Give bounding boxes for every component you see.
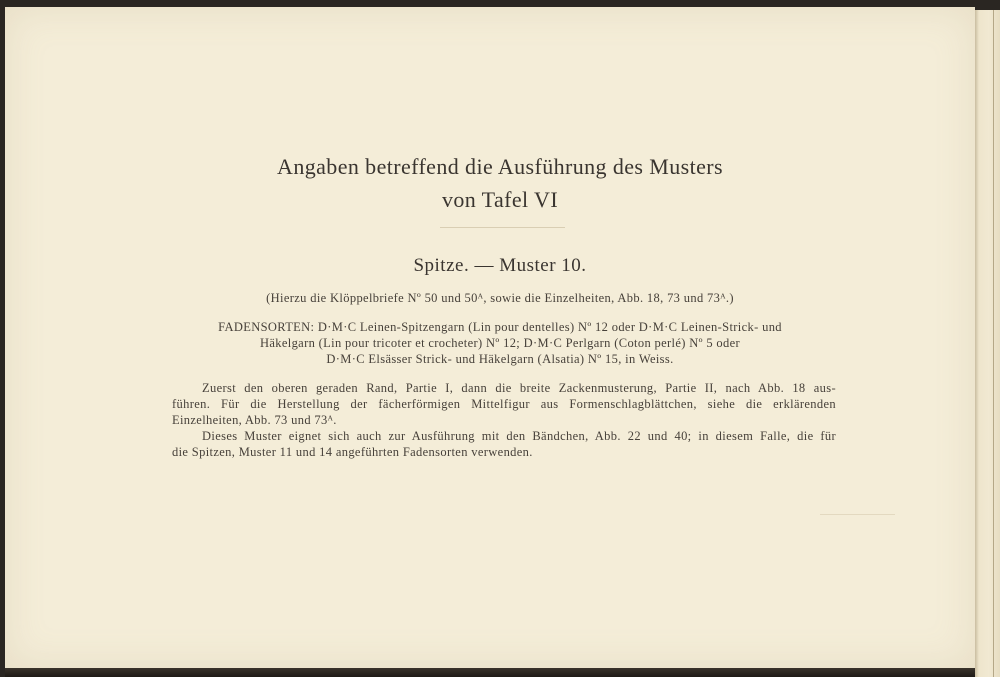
paragraph-2-line: die Spitzen, Muster 11 und 14 angeführten Fadensorten verwenden.	[172, 445, 533, 459]
paragraph-2-line: Dieses Muster eignet sich auch zur Ausführung mit den Bändchen, Abb. 22 und 40; in diesem Falle, die für	[202, 429, 836, 443]
reference-note: (Hierzu die Klöppelbriefe Nº 50 und 50ᴬ, sowie die Einzelheiten, Abb. 18, 73 und 73ᴬ.)	[266, 291, 734, 305]
page-title-line-2: von Tafel VI	[441, 187, 559, 212]
fadensorten-line: D·M·C Elsässer Strick- und Häkelgarn (Alsatia) Nº 15, in Weiss.	[326, 352, 674, 366]
paragraph-1-line: Zuerst den oberen geraden Rand, Partie I, dann die breite Zackenmusterung, Partie II, nach Abb. 18 aus-	[202, 381, 836, 395]
faint-divider	[820, 514, 895, 515]
paragraph-1-line: Einzelheiten, Abb. 73 und 73ᴬ.	[172, 413, 337, 427]
title-divider	[440, 227, 565, 228]
fadensorten-line: Häkelgarn (Lin pour tricoter et crocheter) Nº 12; D·M·C Perlgarn (Coton perlé) Nº 5 oder	[259, 336, 741, 350]
paragraph-1-line: führen. Für die Herstellung der fächerförmigen Mittelfigur aus Formenschlagblättchen, siehe die erklärenden	[172, 397, 836, 411]
section-heading: Spitze. — Muster 10.	[413, 255, 587, 276]
page-title-line-1: Angaben betreffend die Ausführung des Musters	[277, 154, 723, 179]
fadensorten-line: FADENSORTEN: D·M·C Leinen-Spitzengarn (Lin pour dentelles) Nº 12 oder D·M·C Leinen-Strick- und	[218, 320, 782, 334]
